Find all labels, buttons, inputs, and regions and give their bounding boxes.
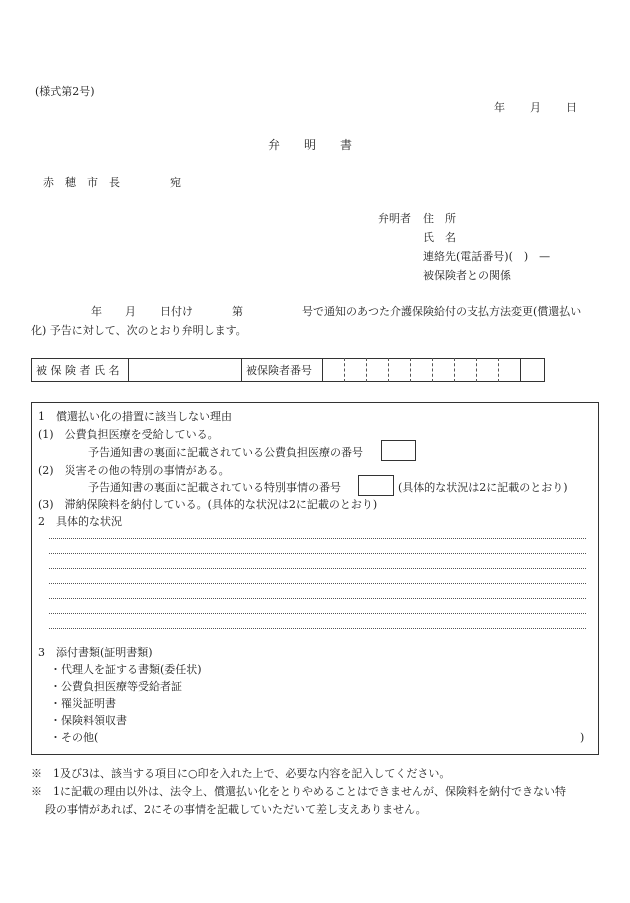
section1-item2-sub: 予告通知書の裏面に記載されている特別事情の番号: [88, 481, 341, 494]
intro-dai: 第: [232, 305, 243, 318]
writing-line[interactable]: [49, 568, 586, 569]
date-month-label: 月: [530, 101, 541, 114]
attachment-item: ・保険料領収書: [50, 714, 127, 727]
writing-line[interactable]: [49, 538, 586, 539]
writing-line[interactable]: [49, 583, 586, 584]
attachment-other-close: ): [580, 731, 585, 744]
insured-number-label: 被保険者番号: [246, 364, 312, 377]
table-divider: [128, 358, 129, 382]
intro-day-suffix: 日付け: [160, 305, 193, 318]
applicant-name-label: 氏 名: [423, 231, 456, 244]
intro-line2: 化) 予告に対して、次のとおり弁明します。: [31, 324, 247, 337]
addressee-suffix: 宛: [170, 176, 181, 189]
insured-number-field[interactable]: [323, 359, 544, 381]
note-2-line1: ※ 1に記載の理由以外は、法令上、償還払い化をとりやめることはできませんが、保険料を納付できない特: [31, 785, 566, 798]
applicant-label: 弁明者: [378, 212, 411, 225]
public-medical-number-box[interactable]: [381, 440, 416, 461]
attachment-item: ・罹災証明書: [50, 697, 116, 710]
intro-line1: 号で通知のあつた介護保険給付の支払方法変更(償還払い: [302, 305, 582, 318]
date-day-label: 日: [566, 101, 577, 114]
writing-line[interactable]: [49, 598, 586, 599]
applicant-address-label: 住 所: [423, 212, 456, 225]
section3-heading: 3 添付書類(証明書類): [38, 646, 153, 659]
form-number: (様式第2号): [35, 85, 95, 98]
section1-item2-note: (具体的な状況は2に記載のとおり): [398, 481, 568, 494]
writing-line[interactable]: [49, 553, 586, 554]
note-1: ※ 1及び3は、該当する項目に○印を入れた上で、必要な内容を記入してください。: [31, 767, 451, 780]
section1-item3: (3) 滞納保険料を納付している。(具体的な状況は2に記載のとおり): [38, 498, 378, 511]
section1-item2: (2) 災害その他の特別の事情がある。: [38, 464, 230, 477]
section1-item1-sub: 予告通知書の裏面に記載されている公費負担医療の番号: [88, 446, 363, 459]
section1-item1: (1) 公費負担医療を受給している。: [38, 428, 219, 441]
intro-year: 年: [91, 305, 102, 318]
attachment-item: ・代理人を証する書類(委任状): [50, 663, 202, 676]
applicant-relation-label: 被保険者との関係: [423, 269, 511, 282]
insured-name-field[interactable]: [133, 363, 241, 379]
section1-heading: 1 償還払い化の措置に該当しない理由: [38, 410, 232, 423]
note-2-line2: 段の事情があれば、2にその事情を記載していただいて差し支えありません。: [45, 803, 427, 816]
date-year-label: 年: [494, 101, 505, 114]
intro-month: 月: [125, 305, 136, 318]
section2-heading: 2 具体的な状況: [38, 515, 122, 528]
writing-line[interactable]: [49, 628, 586, 629]
table-divider: [241, 358, 242, 382]
applicant-contact-label: 連絡先(電話番号)( ) —: [423, 250, 551, 263]
addressee: 赤 穂 市 長: [43, 176, 120, 189]
insured-name-label: 被 保 険 者 氏 名: [36, 364, 120, 377]
attachment-item-other: ・その他(: [50, 731, 99, 744]
attachment-item: ・公費負担医療等受給者証: [50, 680, 182, 693]
document-title: 弁 明 書: [268, 138, 353, 152]
special-circumstance-number-box[interactable]: [358, 475, 394, 496]
writing-line[interactable]: [49, 613, 586, 614]
